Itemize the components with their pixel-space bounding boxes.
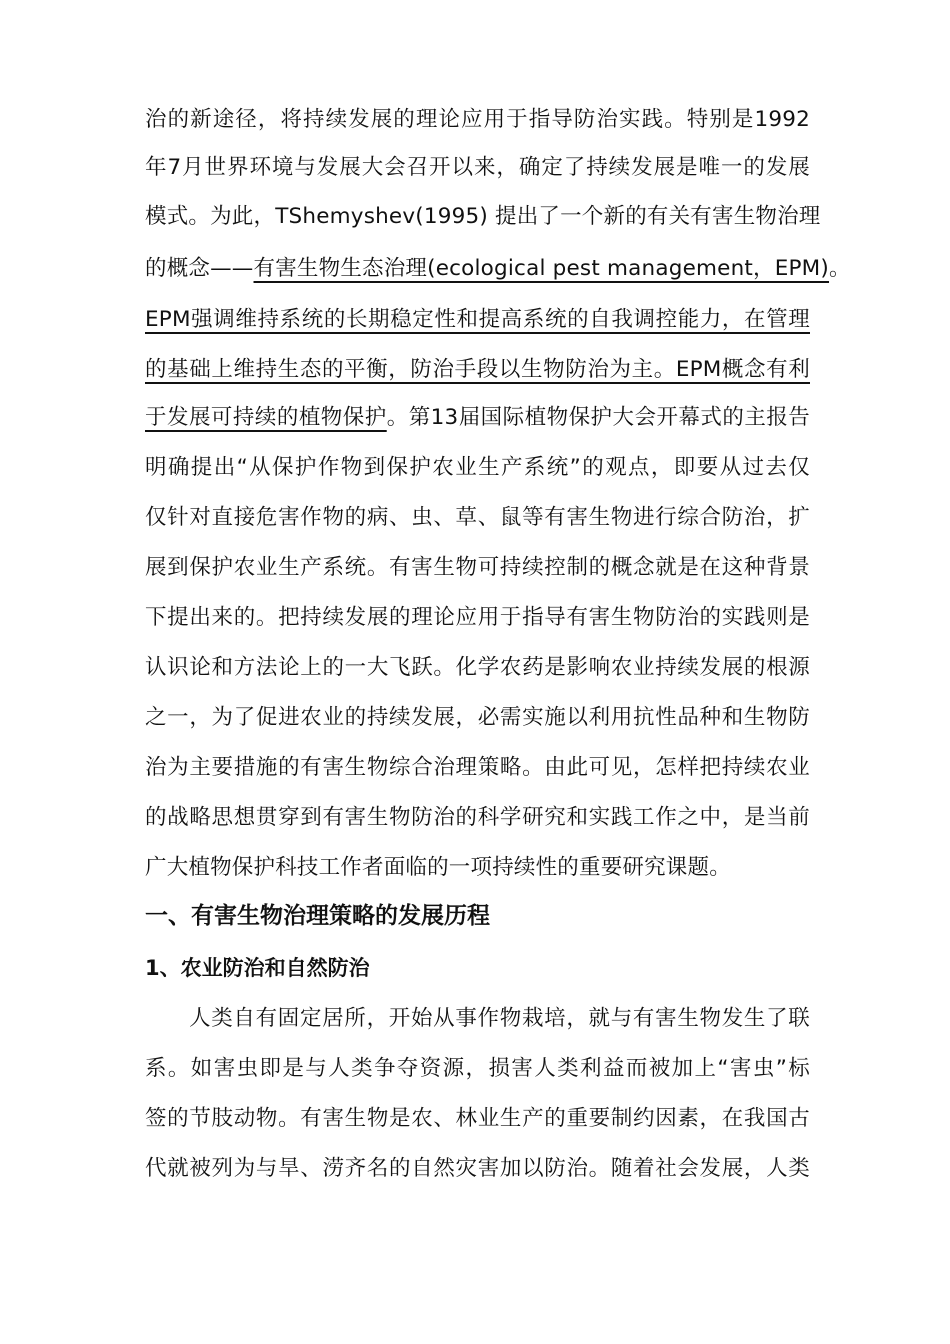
text-run: 的概念—— xyxy=(145,256,254,281)
text-run: 治为主要措施的有害生物综合治理策略。由此可见，怎样把持续农业 xyxy=(145,755,810,780)
text-run: 认识论和方法论上的一大飞跃。化学农药是影响农业持续发展的根源 xyxy=(145,655,810,680)
paragraph1-line-3 xyxy=(145,202,821,234)
text-run: 仅针对直接危害作物的病、虫、草、鼠等有害生物进行综合防治，扩 xyxy=(145,505,810,530)
paragraph2-line-4 xyxy=(145,1154,810,1186)
text-run: 下提出来的。把持续发展的理论应用于指导有害生物防治的实践则是 xyxy=(145,605,810,630)
text-run: 广大植物保护科技工作者面临的一项持续性的重要研究课题。 xyxy=(145,855,731,880)
text-run: 明确提出“从保护作物到保护农业生产系统”的观点，即要从过去仅 xyxy=(145,455,810,480)
text-run: 的战略思想贯穿到有害生物防治的科学研究和实践工作之中，是当前 xyxy=(145,805,810,830)
text-run: 人类自有固定居所，开始从事作物栽培，就与有害生物发生了联 xyxy=(189,1006,810,1031)
underlined-text-run: 的基础上维持生态的平衡，防治手段以生物防治为主。EPM概念有利 xyxy=(145,357,810,382)
text-run: 治的新途径，将持续发展的理论应用于指导防治实践。特别是1992 xyxy=(145,107,810,132)
paragraph1-line-10 xyxy=(145,553,810,585)
underlined-text-run: EPM强调维持系统的长期稳定性和提高系统的自我调控能力，在管理 xyxy=(145,307,810,332)
underlined-text-run: 于发展可持续的植物保护 xyxy=(145,405,387,430)
paragraph1-line-13 xyxy=(145,703,810,735)
text-run: 模式。为此，TShemyshev(1995) 提出了一个新的有关有害生物治理 xyxy=(145,204,821,229)
paragraph1-line-1 xyxy=(145,105,810,137)
paragraph1-line-12 xyxy=(145,653,810,685)
paragraph1-line-5 xyxy=(145,305,810,337)
text-run: 年7月世界环境与发展大会召开以来，确定了持续发展是唯一的发展 xyxy=(145,155,810,180)
paragraph1-line-6 xyxy=(145,355,810,387)
paragraph1-line-9 xyxy=(145,503,810,535)
paragraph2-line-3 xyxy=(145,1104,810,1136)
paragraph1-line-2 xyxy=(145,153,810,185)
paragraph1-line-16 xyxy=(145,853,810,885)
text-run: 。第13届国际植物保护大会开幕式的主报告 xyxy=(386,405,810,430)
text-run: 。 xyxy=(829,256,851,281)
paragraph1-line-11 xyxy=(145,603,810,635)
text-run: 之一，为了促进农业的持续发展，必需实施以利用抗性品种和生物防 xyxy=(145,705,810,730)
underlined-text-run: 有害生物生态治理(ecological pest management，EPM) xyxy=(253,256,830,281)
text-run: 展到保护农业生产系统。有害生物可持续控制的概念就是在这种背景 xyxy=(145,555,810,580)
subsection-heading: 1、农业防治和自然防治 xyxy=(145,956,370,980)
paragraph1-line-15 xyxy=(145,803,810,835)
paragraph2-line-2 xyxy=(145,1054,810,1086)
paragraph1-line-8 xyxy=(145,453,810,485)
section-heading: 一、有害生物治理策略的发展历程 xyxy=(145,903,490,929)
paragraph1-line-7 xyxy=(145,403,810,435)
text-run: 签的节肢动物。有害生物是农、林业生产的重要制约因素，在我国古 xyxy=(145,1106,810,1131)
paragraph2-line-1 xyxy=(189,1004,810,1036)
paragraph1-line-14 xyxy=(145,753,810,785)
text-run: 代就被列为与旱、涝齐名的自然灾害加以防治。随着社会发展，人类 xyxy=(145,1156,810,1181)
paragraph1-line-4 xyxy=(145,254,851,286)
text-run: 系。如害虫即是与人类争夺资源，损害人类利益而被加上“害虫”标 xyxy=(145,1056,810,1081)
